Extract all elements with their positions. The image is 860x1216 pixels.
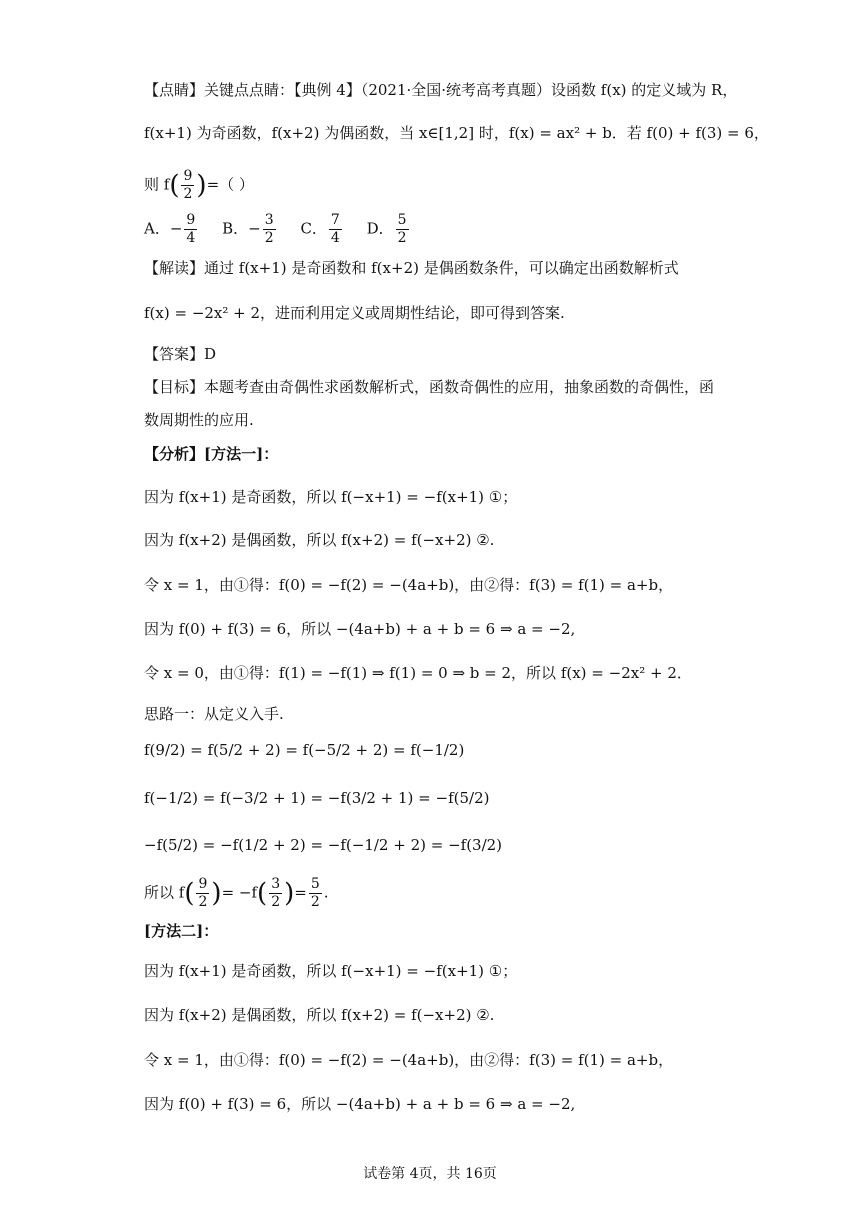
option-c <box>300 212 343 247</box>
option-a <box>144 212 199 247</box>
paren-close: ) <box>284 878 295 909</box>
result-fraction-1 <box>196 876 209 911</box>
derivation-step-2: f(−1/2) = f(−3/2 + 1) = −f(3/2 + 1) = −f(5/2) <box>144 789 490 807</box>
answer-options <box>144 212 429 247</box>
fraction-numerator: 9 <box>186 212 196 228</box>
result-period: . <box>323 883 329 902</box>
fraction-numerator: 5 <box>310 876 320 892</box>
option-d-label: D． <box>366 219 394 238</box>
answer-line: 【答案】D <box>144 345 217 363</box>
goal-continuation-line: 数周期性的应用. <box>144 411 254 429</box>
paren-close: ) <box>196 170 207 201</box>
option-d-fraction <box>396 212 409 247</box>
paren-open: ( <box>184 878 195 909</box>
result-equals: = <box>294 883 307 902</box>
derivation-step-1: f(9/2) = f(5/2 + 2) = f(−5/2 + 2) = f(−1/2) <box>144 741 465 759</box>
option-a-fraction <box>184 212 197 247</box>
method-two-odd-step: 因为 f(x+1) 是奇函数，所以 f(−x+1) = −f(x+1) ①； <box>144 962 518 980</box>
result-prefix: 所以 f <box>144 883 185 902</box>
option-b-fraction <box>263 212 276 247</box>
method-two-even-step: 因为 f(x+2) 是偶函数，所以 f(x+2) = f(−x+2) ②. <box>144 1006 495 1024</box>
fraction-denominator: 4 <box>330 230 340 246</box>
method-two-x1-step: 令 x = 1，由①得：f(0) = −f(2) = −(4a+b)，由②得：f(3) = f(1) = a+b， <box>144 1051 674 1069</box>
fraction-numerator: 9 <box>183 168 193 184</box>
method-one-sum-step: 因为 f(0) + f(3) = 6，所以 −(4a+b) + a + b = 6 ⇒ a = −2, <box>144 620 576 638</box>
goal-line: 【目标】本题考查由奇偶性求函数解析式，函数奇偶性的应用，抽象函数的奇偶性，函 <box>144 378 715 396</box>
result-mid: = −f <box>221 883 258 902</box>
method-one-heading: 【分析】[方法一]： <box>144 445 279 463</box>
fraction-denominator: 2 <box>310 894 320 910</box>
fraction-denominator: 4 <box>186 230 196 246</box>
method-one-x0-step: 令 x = 0，由①得：f(1) = −f(1) ⇒ f(1) = 0 ⇒ b = 2，所以 f(x) = −2x² + 2． <box>144 664 692 682</box>
method-one-x1-step: 令 x = 1，由①得：f(0) = −f(2) = −(4a+b)，由②得：f(3) = f(1) = a+b， <box>144 576 674 594</box>
fraction-denominator: 2 <box>264 230 274 246</box>
result-fraction-3 <box>309 876 322 911</box>
interpretation-formula-line: f(x) = −2x² + 2，进而利用定义或周期性结论，即可得到答案. <box>144 304 565 322</box>
fraction-denominator: 2 <box>183 186 193 202</box>
option-d <box>367 212 411 247</box>
question-suffix: =（ ） <box>206 175 254 194</box>
result-fraction-2 <box>269 876 282 911</box>
option-b-sign: − <box>248 219 261 238</box>
option-c-fraction <box>329 212 342 247</box>
option-a-sign: − <box>169 219 183 238</box>
problem-intro-line: 【点睛】关键点点睛：【典例 4】（2021·全国·统考高考真题）设函数 f(x) 的定义域为 R， <box>144 81 738 99</box>
page-footer: 试卷第 4页，共 16页 <box>363 1166 497 1182</box>
problem-question-line <box>144 168 254 203</box>
interpretation-line: 【解读】通过 f(x+1) 是奇函数和 f(x+2) 是偶函数条件，可以确定出函数解析式 <box>144 259 679 277</box>
derivation-result <box>144 876 329 911</box>
fraction-denominator: 2 <box>397 230 407 246</box>
question-fraction <box>181 168 194 203</box>
question-prefix: 则 f <box>144 175 170 194</box>
fraction-numerator: 9 <box>198 876 208 892</box>
option-a-label: A． <box>144 219 170 238</box>
paren-open: ( <box>257 878 268 909</box>
option-b <box>222 212 278 247</box>
fraction-numerator: 5 <box>397 212 407 228</box>
fraction-denominator: 2 <box>271 894 281 910</box>
option-c-label: C． <box>300 219 327 238</box>
paren-close: ) <box>211 878 222 909</box>
problem-conditions-line: f(x+1) 为奇函数，f(x+2) 为偶函数，当 x∈[1,2] 时，f(x) = ax² + b．若 f(0) + f(3) = 6， <box>144 124 769 142</box>
derivation-step-3: −f(5/2) = −f(1/2 + 2) = −f(−1/2 + 2) = −f(3/2) <box>144 836 503 854</box>
method-one-odd-step: 因为 f(x+1) 是奇函数，所以 f(−x+1) = −f(x+1) ①； <box>144 488 518 506</box>
method-two-sum-step: 因为 f(0) + f(3) = 6，所以 −(4a+b) + a + b = 6 ⇒ a = −2, <box>144 1095 576 1113</box>
fraction-numerator: 7 <box>330 212 340 228</box>
fraction-numerator: 3 <box>271 876 281 892</box>
fraction-denominator: 2 <box>198 894 208 910</box>
option-b-label: B． <box>222 219 249 238</box>
method-two-heading: [方法二]： <box>144 922 219 940</box>
approach-one-heading: 思路一：从定义入手. <box>144 705 284 723</box>
fraction-numerator: 3 <box>264 212 274 228</box>
paren-open: ( <box>169 170 180 201</box>
method-one-even-step: 因为 f(x+2) 是偶函数，所以 f(x+2) = f(−x+2) ②. <box>144 531 495 549</box>
